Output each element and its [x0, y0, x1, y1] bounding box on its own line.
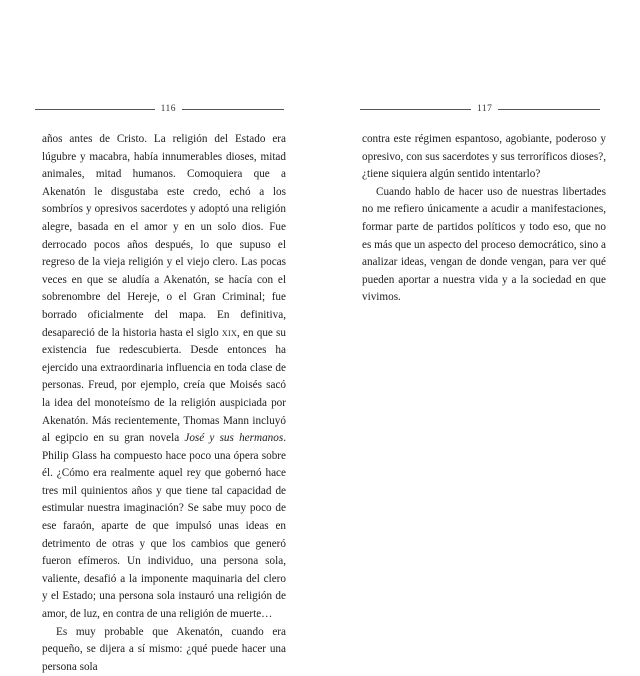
text-run: . Philip Glass ha compuesto hace poco una ópera sobre él. ¿Cómo era realmente aquel rey que gobernó hace tres mil quinientos años y que tiene tal capacidad de estimular nuestra imaginación? Se sabe muy poco de ese faraón, aparte de que impulsó unas ideas en detrimento de otras y que los cambios que generó fueron efímeros. Un individuo, una persona sola, valiente, desafió a la imponente maquinaria del clero y el Estado; una persona sola instauró una religión de amor, de luz, en contra de una religión de muerte…	[42, 432, 286, 621]
paragraph: contra este régimen espantoso, agobiante, poderoso y opresivo, con sus sacerdotes y sus terroríficos dioses?, ¿tiene siquiera algún sentido intentarlo?	[362, 133, 606, 181]
header-rule	[182, 109, 284, 110]
right-page	[320, 0, 640, 640]
century-numeral: xix	[221, 326, 238, 339]
left-page	[0, 0, 320, 673]
page-number: 117	[477, 104, 493, 114]
header-rule	[35, 109, 155, 110]
right-page-header	[360, 102, 600, 116]
text-run: años antes de Cristo. La religión del Estado era lúgubre y macabra, había innumerables dioses, mitad animales, mitad humanos. Comoquiera que a Akenatón le disgustaba este credo, echó a los sombríos y opresivos sacerdotes y adoptó una religión alegre, basada en el amor y en un solo dios. Fue derrocado pocos años después, lo que supuso el regreso de la vieja religión y el viejo clero. Las pocas veces en que se aludía a Akenatón, se hacía con el sobrenombre del Hereje, o el Gran Criminal; fue borrado oficialmente del mapa. En definitiva, desapareció de la historia hasta el siglo	[42, 133, 286, 339]
header-rule	[360, 109, 471, 110]
book-title: José y sus hermanos	[184, 432, 284, 445]
left-page-header	[35, 102, 284, 116]
paragraph: Es muy probable que Akenatón, cuando era pequeño, se dijera a sí mismo: ¿qué puede hacer una persona sola	[42, 625, 286, 673]
text-run: , en que su existencia fue redescubierta. Desde entonces ha ejercido una extraordinaria influencia en toda clase de personas. Freud, por ejemplo, creía que Moisés sacó la idea del monoteísmo de la religión auspiciada por Akenatón. Más recientemente, Thomas Mann incluyó al egipcio en su gran novela	[42, 326, 286, 445]
right-page-body	[362, 131, 606, 307]
page-number: 116	[160, 104, 176, 114]
left-page-body	[42, 131, 286, 676]
header-rule	[498, 109, 600, 110]
paragraph: Cuando hablo de hacer uso de nuestras libertades no me refiero únicamente a acudir a manifestaciones, formar parte de partidos políticos y todo eso, que no es más que un aspecto del proceso democrático, sino a analizar ideas, vengan de donde vengan, para ver qué pueden aportar a nuestra vida y a la sociedad en que vivimos.	[362, 185, 606, 304]
paragraph	[42, 131, 286, 624]
